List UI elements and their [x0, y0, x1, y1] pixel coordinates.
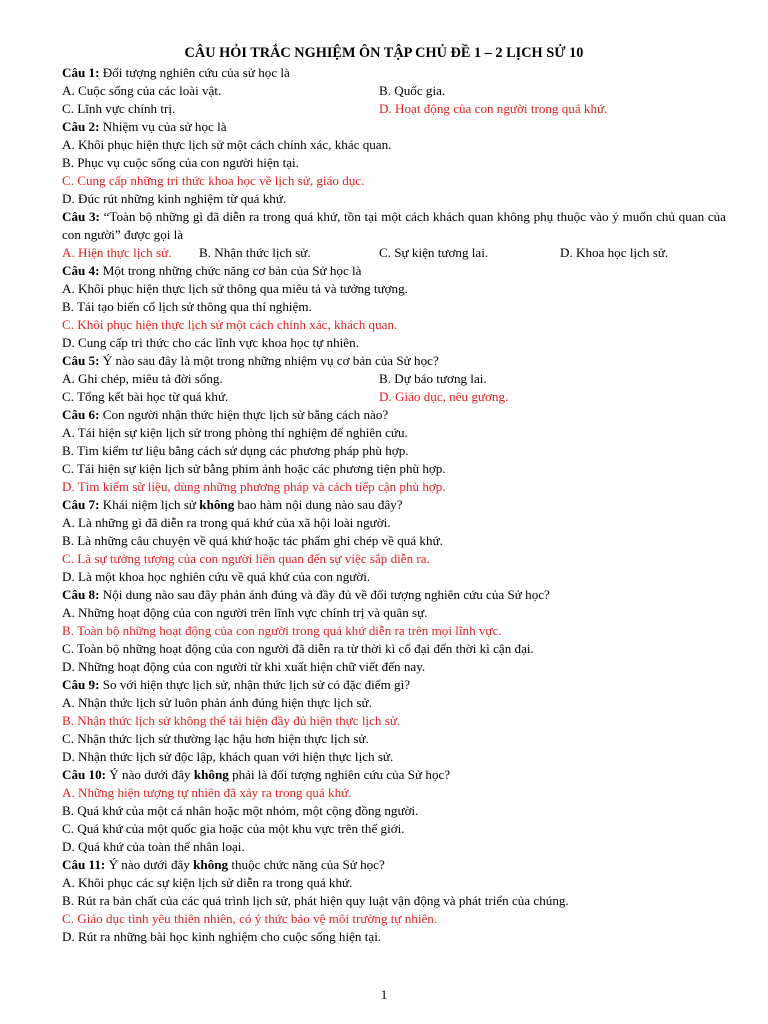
q7-option-c-answer: C. Là sự tưởng tượng của con người liên quan đến sự việc sắp diễn ra.	[62, 551, 430, 566]
question-text: Nội dung nào sau đây phản ánh đúng và đầy đủ về đối tượng nghiên cứu của Sử học?	[99, 587, 550, 602]
q5-option-a: A. Ghi chép, miêu tả đời sống.	[62, 371, 223, 386]
q2-option-d: D. Đúc rút những kinh nghiệm từ quá khứ.	[62, 191, 287, 206]
question-label: Câu 5:	[62, 353, 100, 368]
q8-option-a: A. Những hoạt động của con người trên lĩnh vực chính trị và quân sự.	[62, 605, 428, 620]
question-text: Ý nào dưới đây	[106, 767, 194, 782]
page-title: CÂU HỎI TRẮC NGHIỆM ÔN TẬP CHỦ ĐỀ 1 – 2 LỊCH SỬ 10	[184, 45, 584, 61]
question-9	[62, 676, 410, 694]
question-4	[62, 262, 362, 280]
question-label: Câu 11:	[62, 857, 106, 872]
question-11	[62, 856, 385, 874]
q1-option-a: A. Cuộc sống của các loài vật.	[62, 83, 222, 98]
q6-option-a: A. Tái hiện sự kiện lịch sử trong phòng thí nghiệm để nghiên cứu.	[62, 425, 408, 440]
question-label: Câu 4:	[62, 263, 100, 278]
question-2	[62, 118, 227, 136]
q2-option-c-answer: C. Cung cấp những tri thức khoa học về lịch sử, giáo dục.	[62, 173, 365, 188]
q7-option-a: A. Là những gì đã diễn ra trong quá khứ của xã hội loài người.	[62, 515, 391, 530]
question-label: Câu 10:	[62, 767, 107, 782]
question-label: Câu 2:	[62, 119, 100, 134]
question-label: Câu 6:	[62, 407, 100, 422]
question-6	[62, 406, 388, 424]
emphasis-not: không	[193, 767, 229, 782]
question-text: phải là đối tượng nghiên cứu của Sử học?	[228, 767, 451, 782]
q10-option-c: C. Quá khứ của một quốc gia hoặc của một khu vực trên thế giới.	[62, 821, 405, 836]
q6-option-d-answer: D. Tìm kiếm sử liệu, dùng những phương pháp và cách tiếp cận phù hợp.	[62, 479, 446, 494]
question-text: “Toàn bộ những gì đã diễn ra trong quá khứ, tồn tại một cách khách quan không phụ thuộc vào ý muốn chủ quan của con người” được gọi là	[62, 209, 726, 242]
question-label: Câu 1:	[62, 65, 100, 80]
q8-option-d: D. Những hoạt động của con người từ khi xuất hiện chữ viết đến nay.	[62, 659, 426, 674]
q1-option-c: C. Lĩnh vực chính trị.	[62, 101, 176, 116]
q4-option-d: D. Cung cấp tri thức cho các lĩnh vực khoa học tự nhiên.	[62, 335, 359, 350]
question-7	[62, 496, 403, 514]
question-1	[62, 64, 290, 82]
q9-option-a: A. Nhận thức lịch sử luôn phản ánh đúng hiện thực lịch sử.	[62, 695, 372, 710]
q3-option-c: C. Sự kiện tương lai.	[379, 245, 489, 260]
q11-option-a: A. Khôi phục các sự kiện lịch sử diễn ra trong quá khứ.	[62, 875, 353, 890]
question-text: Ý nào dưới đây	[105, 857, 194, 872]
question-text: Đối tượng nghiên cứu của sử học là	[99, 65, 290, 80]
question-8	[62, 586, 550, 604]
q8-option-c: C. Toàn bộ những hoạt động của con người đã diễn ra từ thời kì cổ đại đến thời kì cận đại.	[62, 641, 534, 656]
question-text: Con người nhận thức hiện thực lịch sử bằng cách nào?	[99, 407, 389, 422]
question-3	[62, 208, 726, 244]
q7-option-b: B. Là những câu chuyện về quá khứ hoặc tác phẩm ghi chép về quá khứ.	[62, 533, 443, 548]
q7-option-d: D. Là một khoa học nghiên cứu về quá khứ của con người.	[62, 569, 371, 584]
question-label: Câu 9:	[62, 677, 100, 692]
q4-option-b: B. Tái tạo biến cố lịch sử thông qua thí nghiệm.	[62, 299, 312, 314]
question-text: Nhiệm vụ của sử học là	[99, 119, 227, 134]
q2-option-b: B. Phục vụ cuộc sống của con người hiện tại.	[62, 155, 299, 170]
q9-option-d: D. Nhận thức lịch sử độc lập, khách quan với hiện thực lịch sử.	[62, 749, 394, 764]
page-number: 1	[380, 987, 388, 1002]
q3-option-a-answer: A. Hiện thực lịch sử.	[62, 245, 172, 260]
q9-option-b-answer: B. Nhận thức lịch sử không thể tái hiện đầy đủ hiện thực lịch sử.	[62, 713, 401, 728]
question-label: Câu 8:	[62, 587, 100, 602]
q11-option-d: D. Rút ra những bài học kinh nghiệm cho cuộc sống hiện tại.	[62, 929, 382, 944]
question-label: Câu 7:	[62, 497, 100, 512]
question-text: bao hàm nội dung nào sau đây?	[234, 497, 403, 512]
question-5	[62, 352, 439, 370]
q11-option-c-answer: C. Giáo dục tình yêu thiên nhiên, có ý thức bảo vệ môi trường tự nhiên.	[62, 911, 438, 926]
emphasis-not: không	[193, 857, 229, 872]
question-text: Một trong những chức năng cơ bản của Sử học là	[99, 263, 362, 278]
q5-option-c: C. Tổng kết bài học từ quá khứ.	[62, 389, 229, 404]
q2-option-a: A. Khôi phục hiện thực lịch sử một cách chính xác, khác quan.	[62, 137, 392, 152]
question-text: So với hiện thực lịch sử, nhận thức lịch sử có đặc điểm gì?	[99, 677, 411, 692]
q5-option-b: B. Dự báo tương lai.	[379, 371, 487, 386]
q5-option-d-answer: D. Giáo dục, nêu gương.	[379, 389, 509, 404]
q8-option-b-answer: B. Toàn bộ những hoạt động của con người trong quá khứ diễn ra trên mọi lĩnh vực.	[62, 623, 502, 638]
q10-option-a-answer: A. Những hiện tượng tự nhiên đã xảy ra trong quá khứ.	[62, 785, 352, 800]
emphasis-not: không	[199, 497, 235, 512]
q4-option-c-answer: C. Khôi phục hiện thực lịch sử một cách chính xác, khách quan.	[62, 317, 398, 332]
question-text: thuộc chức năng của Sử học?	[228, 857, 385, 872]
question-10	[62, 766, 450, 784]
q11-option-b: B. Rút ra bản chất của các quá trình lịch sử, phát hiện quy luật vận động và phát triển của chúng.	[62, 893, 569, 908]
q1-option-d-answer: D. Hoạt động của con người trong quá khứ.	[379, 101, 608, 116]
question-text: Khái niệm lịch sử	[99, 497, 200, 512]
q6-option-c: C. Tái hiện sự kiện lịch sử bằng phim ảnh hoặc các phương tiện phù hợp.	[62, 461, 446, 476]
q1-option-b: B. Quốc gia.	[379, 83, 446, 98]
q3-option-d: D. Khoa học lịch sử.	[560, 245, 669, 260]
q3-option-b: B. Nhận thức lịch sử.	[199, 245, 311, 260]
q10-option-b: B. Quá khứ của một cá nhân hoặc một nhóm, một cộng đồng người.	[62, 803, 419, 818]
q9-option-c: C. Nhận thức lịch sử thường lạc hậu hơn hiện thực lịch sử.	[62, 731, 369, 746]
question-text: Ý nào sau đây là một trong những nhiệm vụ cơ bản của Sử học?	[99, 353, 439, 368]
q10-option-d: D. Quá khứ của toàn thể nhân loại.	[62, 839, 245, 854]
q4-option-a: A. Khôi phục hiện thực lịch sử thông qua miêu tả và tưởng tượng.	[62, 281, 408, 296]
q6-option-b: B. Tìm kiếm tư liệu bằng cách sử dụng các phương pháp phù hợp.	[62, 443, 409, 458]
question-label: Câu 3:	[62, 209, 100, 224]
